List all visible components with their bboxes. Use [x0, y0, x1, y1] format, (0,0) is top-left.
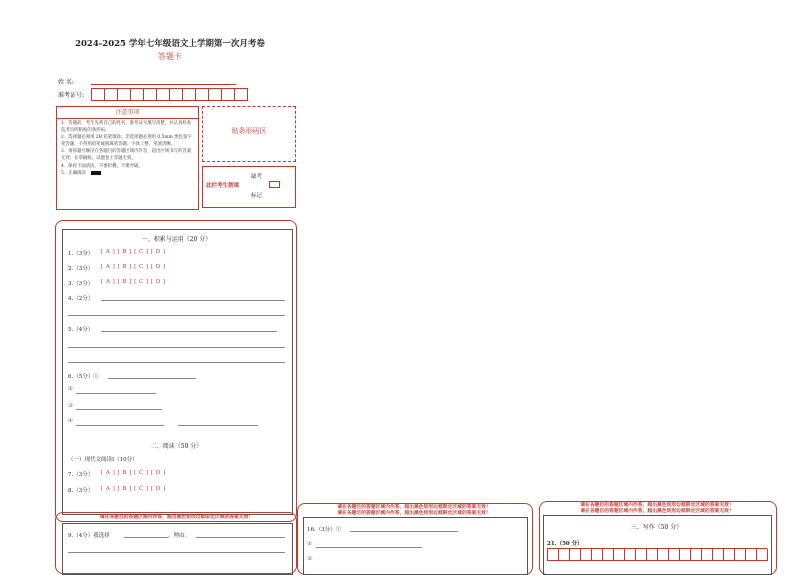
absent-mark-label: 标记 [251, 193, 263, 199]
note-item: 2．选择题必须用 2B 铅笔填涂；非选择题必须用 0.5mm 黑色签字笔答题，不得用铅笔或圆珠笔答题；字体工整、笔迹清晰。 [61, 135, 192, 147]
id-label: 准考证号: [58, 92, 85, 99]
answer-line[interactable] [124, 537, 168, 538]
notes-box [56, 106, 199, 210]
answer-line[interactable] [68, 362, 285, 363]
answer-line[interactable] [350, 531, 458, 532]
warning-text: 请在各题目的答题区域内作答，超出黑色矩形边框限定区域的答案无效！ [337, 504, 491, 510]
id-digit-box[interactable] [130, 88, 144, 101]
q6-sub3: ③ [68, 403, 73, 409]
absent-box [202, 166, 296, 208]
note-item-text: 5．正确填涂 [61, 171, 86, 177]
id-digit-box[interactable] [182, 88, 196, 101]
absent-label: 缺考 [251, 174, 263, 180]
name-field[interactable] [91, 84, 236, 85]
id-digit-box[interactable] [117, 88, 131, 101]
q16-label: 16.（3分）① [307, 527, 342, 533]
note-item: 1．答题前，考生先将自己的姓名，准考证号填写清楚，并认真检查监考员所粘贴的条形码。 [61, 121, 192, 133]
absent-warning: 此栏考生禁填 [206, 183, 240, 189]
section3-heading: 三、写作（50 分） [630, 524, 683, 531]
q3-label: 3.（3分） [68, 281, 94, 287]
id-digit-box[interactable] [169, 88, 183, 101]
answer-line[interactable] [76, 393, 156, 394]
q16-sub2: ② [307, 541, 312, 547]
page-title: 2024-2025 学年七年级语文上学期第一次月考卷 [75, 39, 265, 49]
q6-sub2: ② [68, 386, 73, 392]
q7-options[interactable]: [ A ] [ B ] [ C ] [ D ] [101, 470, 166, 476]
id-digit-box[interactable] [208, 88, 222, 101]
id-digit-box[interactable] [143, 88, 157, 101]
q6-sub4: ④ [68, 418, 73, 424]
notes-list [61, 121, 193, 179]
id-digit-box[interactable] [104, 88, 118, 101]
q21-label: 21.（50 分） [547, 541, 583, 547]
q7-label: 7.（3分） [68, 472, 94, 478]
note-item [61, 171, 193, 178]
q6-label: 6.（5分）① [68, 374, 99, 380]
id-digit-box[interactable] [91, 88, 105, 101]
answer-line[interactable] [101, 331, 277, 332]
id-digit-box[interactable] [156, 88, 170, 101]
id-digit-box[interactable] [195, 88, 209, 101]
q1-options[interactable]: [ A ] [ B ] [ C ] [ D ] [101, 249, 166, 255]
answer-line[interactable] [101, 300, 285, 301]
answer-line[interactable] [316, 547, 422, 548]
answer-line[interactable] [108, 378, 196, 379]
answer-line[interactable] [68, 552, 285, 553]
writing-grid-baseline [547, 560, 767, 561]
q9-reason-label: ，理由： [168, 533, 191, 539]
id-number-boxes[interactable] [91, 88, 247, 101]
q4-label: 4.（2分） [68, 296, 94, 302]
section2-sub: （一）现代文阅读Ⅰ（10分） [68, 457, 138, 463]
q8-options[interactable]: [ A ] [ B ] [ C ] [ D ] [101, 486, 166, 492]
warning-text: 请在各题目的答题区域内作答，超出黑色矩形边框限定区域的答案无效！ [580, 508, 734, 514]
writing-grid-cell [767, 549, 768, 561]
q2-label: 2.（3分） [68, 266, 94, 272]
warning-text: 请在各题目的答题区域内作答，超出黑色矩形边框限定区域的答案无效！ [580, 502, 734, 508]
section2-heading: 二、阅读（50 分） [150, 443, 203, 450]
warning-text: 请在各题目的答题区域内作答，超出黑色矩形边框限定区域的答案无效！ [99, 514, 254, 520]
page-subtitle: 答题卡 [158, 52, 182, 61]
barcode-label: 贴条形码区 [231, 127, 267, 135]
answer-line[interactable] [178, 425, 258, 426]
barcode-area [202, 106, 296, 162]
absent-checkbox[interactable] [269, 181, 280, 188]
notes-heading: 注意事项 [57, 107, 198, 119]
q16-sub3: ③ [307, 556, 312, 562]
q3-options[interactable]: [ A ] [ B ] [ C ] [ D ] [101, 279, 166, 285]
answer-line[interactable] [76, 409, 162, 410]
answer-line[interactable] [68, 315, 285, 316]
answer-line[interactable] [76, 425, 164, 426]
answer-line[interactable] [68, 347, 285, 348]
q1-label: 1.（3分） [68, 251, 94, 257]
id-digit-box[interactable] [221, 88, 235, 101]
q5-label: 5.（4分） [68, 327, 94, 333]
q2-options[interactable]: [ A ] [ B ] [ C ] [ D ] [101, 264, 166, 270]
q8-label: 8.（3分） [68, 488, 94, 494]
filled-mark-icon [91, 171, 101, 175]
warning-text: 请在各题目的答题区域内作答，超出黑色矩形边框限定区域的答案无效！ [337, 510, 491, 516]
answer-line[interactable] [196, 537, 285, 538]
note-item: 3．请按题号顺序在各题目的答题区域内作答，超出区域书写的答案无效；在草稿纸、试题卷上答题无效。 [61, 149, 192, 161]
q9-label: 9.（4分）我选择 [68, 533, 110, 539]
note-item: 4．保持卡面清洁，不要折叠、不要弄破。 [61, 163, 143, 169]
id-digit-box[interactable] [234, 88, 248, 101]
section1-heading: 一、积累与运用（20 分） [141, 236, 212, 243]
name-label: 姓 名: [58, 79, 74, 86]
